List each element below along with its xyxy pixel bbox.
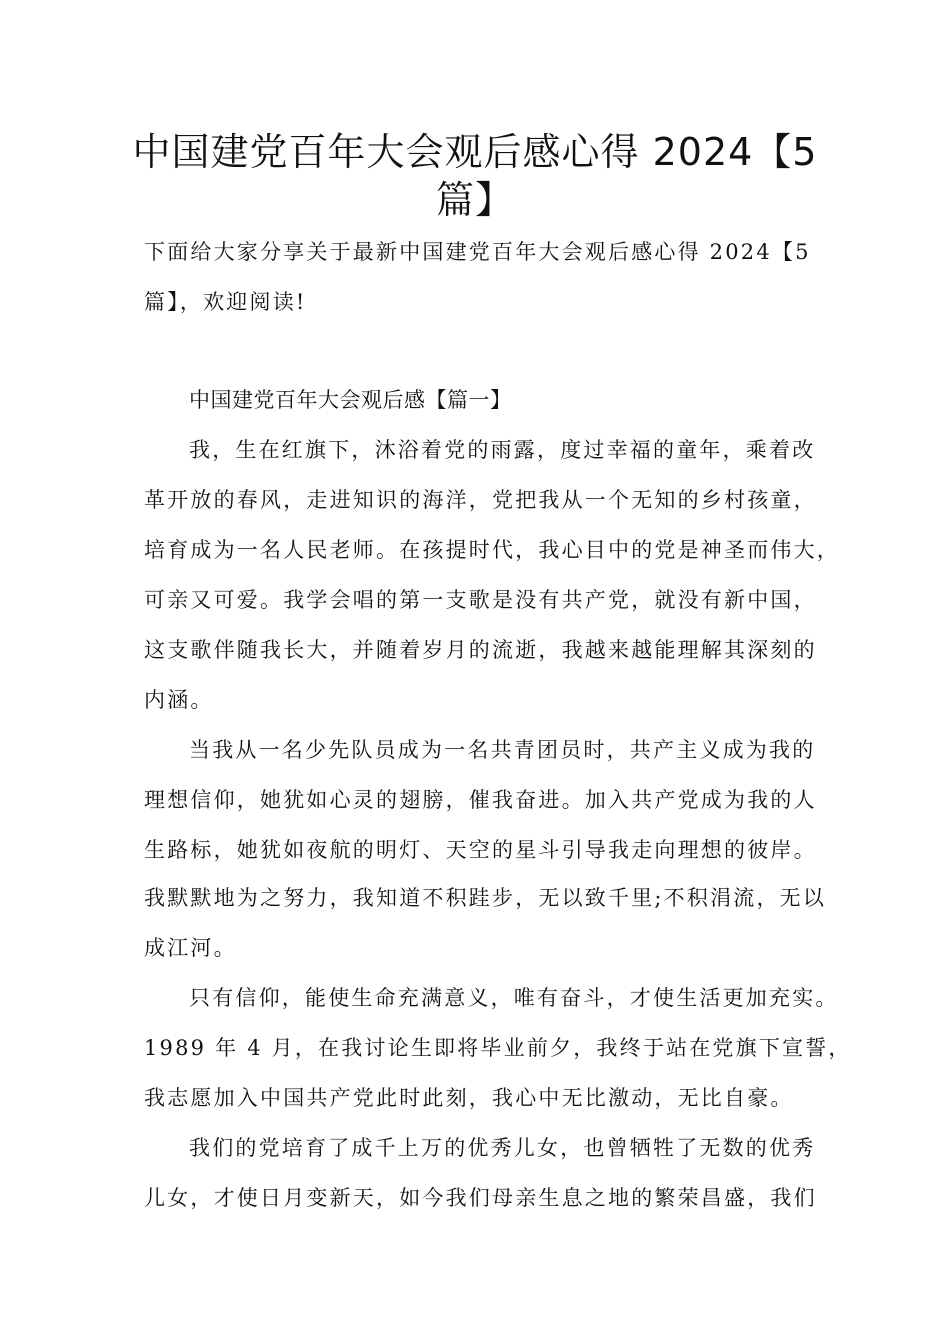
- intro-line: 下面给大家分享关于最新中国建党百年大会观后感心得 2024【5: [144, 240, 811, 264]
- paragraph-line: 儿女，才使日月变新天，如今我们母亲生息之地的繁荣昌盛，我们: [144, 1186, 817, 1210]
- paragraph-line: 生路标，她犹如夜航的明灯、天空的星斗引导我走向理想的彼岸。: [144, 838, 817, 862]
- paragraph-line: 1989 年 4 月，在我讨论生即将毕业前夕，我终于站在党旗下宣誓，: [144, 1036, 852, 1060]
- paragraph-line: 当我从一名少先队员成为一名共青团员时，共产主义成为我的: [189, 738, 816, 762]
- section-heading: 中国建党百年大会观后感【篇一】: [189, 388, 512, 412]
- paragraph-line: 我们的党培育了成千上万的优秀儿女，也曾牺牲了无数的优秀: [189, 1136, 816, 1160]
- title-line: 中国建党百年大会观后感心得 2024【5: [132, 130, 818, 174]
- paragraph-line: 可亲又可爱。我学会唱的第一支歌是没有共产党，就没有新中国，: [144, 588, 817, 612]
- title-line: 篇】: [435, 178, 514, 222]
- paragraph-line: 培育成为一名人民老师。在孩提时代，我心目中的党是神圣而伟大，: [144, 538, 840, 562]
- paragraph-line: 理想信仰，她犹如心灵的翅膀，催我奋进。加入共产党成为我的人: [144, 788, 817, 812]
- document-title: [120, 128, 830, 224]
- paragraph-line: 我默默地为之努力，我知道不积跬步，无以致千里;不积涓流，无以: [144, 886, 827, 910]
- paragraph-line: 革开放的春风，走进知识的海洋，党把我从一个无知的乡村孩童，: [144, 488, 817, 512]
- paragraph-line: 我，生在红旗下，沐浴着党的雨露，度过幸福的童年，乘着改: [189, 438, 816, 462]
- paragraph-line: 我志愿加入中国共产党此时此刻，我心中无比激动，无比自豪。: [144, 1086, 794, 1110]
- intro-line: 篇】，欢迎阅读!: [144, 290, 307, 314]
- paragraph-line: 这支歌伴随我长大，并随着岁月的流逝，我越来越能理解其深刻的: [144, 638, 817, 662]
- paragraph-line: 只有信仰，能使生命充满意义，唯有奋斗，才使生活更加充实。: [189, 986, 839, 1010]
- paragraph-line: 成江河。: [144, 936, 237, 960]
- paragraph-line: 内涵。: [144, 688, 214, 712]
